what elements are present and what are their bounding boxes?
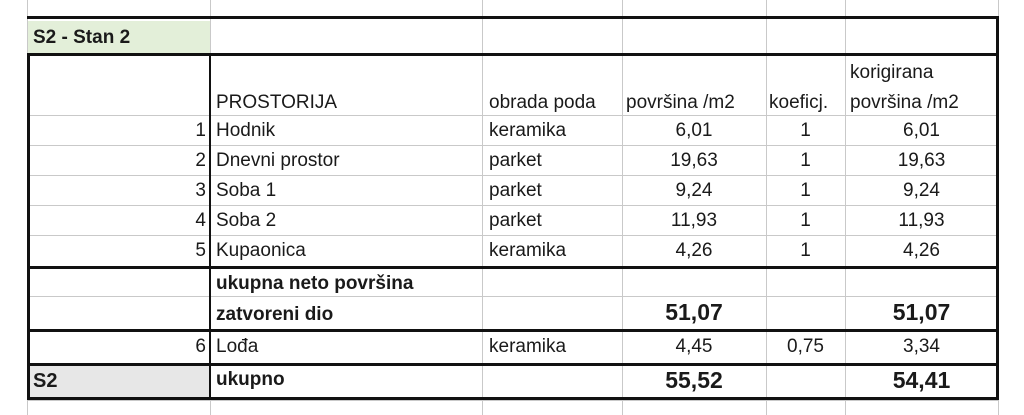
row-number: 5 (195, 240, 206, 261)
row-coef: 1 (800, 180, 811, 201)
row-floor: keramika (489, 336, 567, 357)
row-floor: keramika (489, 120, 567, 141)
header-corrected-line1: korigirana (850, 62, 934, 83)
header-room: PROSTORIJA (216, 92, 338, 113)
row-coef: 1 (800, 240, 811, 261)
table-title: S2 - Stan 2 (33, 27, 131, 48)
row-number: 4 (195, 210, 206, 231)
border-left (27, 53, 30, 400)
row-line (27, 145, 998, 146)
border-total-bottom (27, 397, 998, 400)
row-number: 6 (195, 336, 206, 357)
total-area: 55,52 (665, 367, 723, 393)
border-subtotal-bottom (27, 329, 998, 332)
row-floor: parket (489, 150, 542, 171)
row-room-name: Dnevni prostor (216, 150, 340, 171)
border-total-top (27, 363, 998, 366)
row-line (27, 235, 998, 236)
subtotal-area: 51,07 (665, 299, 723, 325)
total-code: S2 (33, 370, 58, 392)
header-area: površina /m2 (626, 92, 735, 113)
row-line (27, 400, 998, 401)
row-line (27, 296, 998, 297)
row-area: 11,93 (670, 210, 718, 231)
grid-col-line (482, 0, 483, 415)
row-coef: 1 (800, 150, 811, 171)
row-floor: parket (489, 210, 542, 231)
row-coef: 1 (800, 210, 811, 231)
row-floor: parket (489, 180, 542, 201)
subtotal-label-line2: zatvoreni dio (216, 304, 334, 325)
row-room-name: Soba 1 (216, 180, 277, 201)
row-area: 9,24 (675, 180, 713, 201)
row-area: 4,26 (675, 240, 713, 261)
border-subtotal (27, 266, 998, 269)
row-line (27, 205, 998, 206)
row-corrected: 9,24 (903, 180, 940, 201)
header-floor: obrada poda (489, 92, 596, 113)
subtotal-label-line1: ukupna neto površina (216, 273, 414, 294)
row-area: 4,45 (675, 336, 713, 357)
row-room-name: Kupaonica (216, 240, 306, 261)
row-area: 6,01 (675, 120, 713, 141)
row-room-name: Soba 2 (216, 210, 277, 231)
row-corrected: 6,01 (903, 120, 940, 141)
row-room-name: Lođa (216, 336, 259, 357)
subtotal-corrected: 51,07 (892, 299, 951, 325)
row-corrected: 4,26 (903, 240, 940, 261)
row-corrected: 11,93 (898, 210, 945, 231)
total-label: ukupno (216, 369, 285, 390)
row-area: 19,63 (670, 150, 718, 171)
header-coef: koeficj. (769, 92, 829, 113)
row-line (27, 175, 998, 176)
row-number: 3 (195, 180, 206, 201)
row-line (27, 115, 998, 116)
total-corrected: 54,41 (892, 367, 951, 393)
row-corrected: 3,34 (903, 336, 940, 357)
border-header (27, 53, 998, 56)
row-number: 2 (195, 150, 206, 171)
border-col1 (209, 53, 211, 400)
border-top (27, 16, 998, 19)
row-coef: 0,75 (787, 336, 824, 357)
row-room-name: Hodnik (216, 120, 276, 141)
row-number: 1 (195, 120, 206, 141)
row-corrected: 19,63 (897, 150, 946, 171)
header-corrected-line2: površina /m2 (850, 92, 959, 113)
row-coef: 1 (800, 120, 811, 141)
row-floor: keramika (489, 240, 567, 261)
